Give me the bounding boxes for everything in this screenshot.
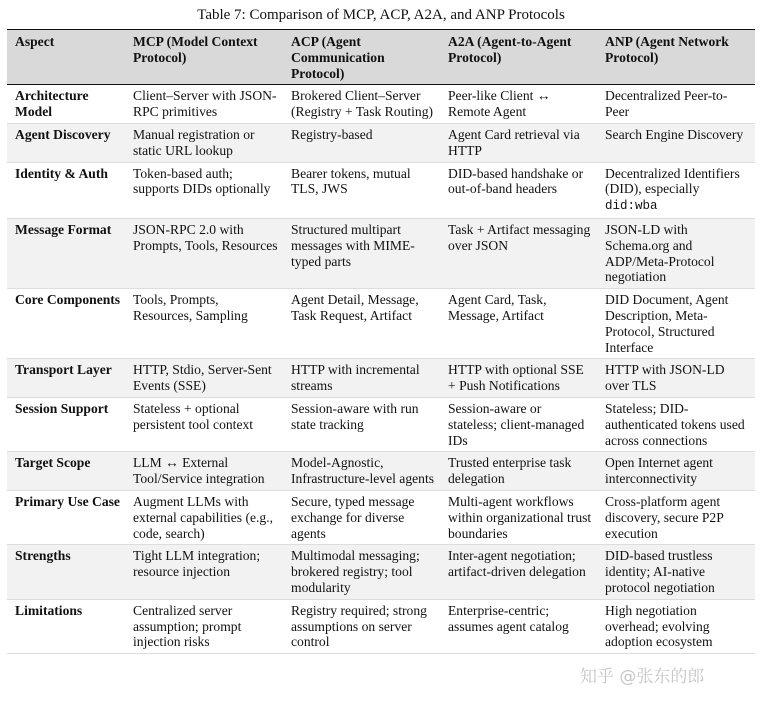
cell-mcp: Token-based auth; supports DIDs optionally xyxy=(125,162,283,218)
cell-mcp: JSON-RPC 2.0 with Prompts, Tools, Resources xyxy=(125,218,283,288)
table-row xyxy=(7,85,755,124)
comparison-table xyxy=(7,29,755,654)
cell-anp-text: Decentralized Identifiers (DID), especially xyxy=(605,165,740,197)
cell-a2a: Inter-agent negotiation; artifact-driven delegation xyxy=(440,545,597,599)
cell-anp: High negotiation overhead; evolving adoption ecosystem xyxy=(597,599,755,653)
row-aspect: Agent Discovery xyxy=(7,123,125,162)
row-aspect: Core Components xyxy=(7,289,125,359)
cell-anp: HTTP with JSON-LD over TLS xyxy=(597,359,755,398)
table-row xyxy=(7,490,755,544)
cell-a2a: HTTP with optional SSE + Push Notifications xyxy=(440,359,597,398)
cell-a2a: Multi-agent workflows within organizational trust boundaries xyxy=(440,490,597,544)
cell-a2a: Task + Artifact messaging over JSON xyxy=(440,218,597,288)
header-row xyxy=(7,30,755,85)
table-row xyxy=(7,545,755,599)
cell-a2a: Agent Card, Task, Message, Artifact xyxy=(440,289,597,359)
cell-anp: DID Document, Agent Description, Meta-Protocol, Structured Interface xyxy=(597,289,755,359)
watermark: 知乎 @张东的郎 xyxy=(580,667,705,687)
row-aspect: Primary Use Case xyxy=(7,490,125,544)
cell-a2a: Peer-like Client ↔ Remote Agent xyxy=(440,85,597,124)
cell-mcp: LLM ↔ External Tool/Service integration xyxy=(125,452,283,491)
cell-mcp: Tight LLM integration; resource injection xyxy=(125,545,283,599)
row-aspect: Strengths xyxy=(7,545,125,599)
cell-anp: JSON-LD with Schema.org and ADP/Meta-Protocol negotiation xyxy=(597,218,755,288)
cell-acp: Secure, typed message exchange for diverse agents xyxy=(283,490,440,544)
row-aspect: Transport Layer xyxy=(7,359,125,398)
cell-acp: Structured multipart messages with MIME-typed parts xyxy=(283,218,440,288)
cell-acp: Model-Agnostic, Infrastructure-level agents xyxy=(283,452,440,491)
header-mcp: MCP (Model Context Protocol) xyxy=(125,30,283,85)
cell-a2a: Agent Card retrieval via HTTP xyxy=(440,123,597,162)
row-aspect: Architecture Model xyxy=(7,85,125,124)
cell-anp xyxy=(597,162,755,218)
cell-acp: Registry required; strong assumptions on server control xyxy=(283,599,440,653)
cell-acp: Bearer tokens, mutual TLS, JWS xyxy=(283,162,440,218)
cell-mcp: Manual registration or static URL lookup xyxy=(125,123,283,162)
cell-mcp: Tools, Prompts, Resources, Sampling xyxy=(125,289,283,359)
cell-mcp: Client–Server with JSON-RPC primitives xyxy=(125,85,283,124)
cell-anp: DID-based trustless identity; AI-native protocol negotiation xyxy=(597,545,755,599)
cell-acp: Multimodal messaging; brokered registry; tool modularity xyxy=(283,545,440,599)
table-row xyxy=(7,599,755,653)
row-aspect: Target Scope xyxy=(7,452,125,491)
cell-mcp: Centralized server assumption; prompt injection risks xyxy=(125,599,283,653)
table-row xyxy=(7,289,755,359)
cell-mcp: Stateless + optional persistent tool context xyxy=(125,397,283,451)
table-row xyxy=(7,123,755,162)
table-row xyxy=(7,452,755,491)
cell-a2a: DID-based handshake or out-of-band headers xyxy=(440,162,597,218)
row-aspect: Message Format xyxy=(7,218,125,288)
header-a2a: A2A (Agent-to-Agent Protocol) xyxy=(440,30,597,85)
cell-anp: Search Engine Discovery xyxy=(597,123,755,162)
cell-a2a: Trusted enterprise task delegation xyxy=(440,452,597,491)
row-aspect: Identity & Auth xyxy=(7,162,125,218)
cell-anp: Decentralized Peer-to-Peer xyxy=(597,85,755,124)
header-anp: ANP (Agent Network Protocol) xyxy=(597,30,755,85)
table-row xyxy=(7,218,755,288)
cell-acp: HTTP with incremental streams xyxy=(283,359,440,398)
did-code: did:wba xyxy=(605,199,658,214)
row-aspect: Limitations xyxy=(7,599,125,653)
cell-anp: Cross-platform agent discovery, secure P2P execution xyxy=(597,490,755,544)
cell-anp: Stateless; DID-authenticated tokens used across connections xyxy=(597,397,755,451)
cell-acp: Session-aware with run state tracking xyxy=(283,397,440,451)
table-row xyxy=(7,397,755,451)
cell-acp: Agent Detail, Message, Task Request, Artifact xyxy=(283,289,440,359)
row-aspect: Session Support xyxy=(7,397,125,451)
cell-a2a: Session-aware or stateless; client-managed IDs xyxy=(440,397,597,451)
header-acp: ACP (Agent Communication Protocol) xyxy=(283,30,440,85)
table-row xyxy=(7,359,755,398)
cell-acp: Brokered Client–Server (Registry + Task Routing) xyxy=(283,85,440,124)
cell-mcp: Augment LLMs with external capabilities (e.g., code, search) xyxy=(125,490,283,544)
table-row xyxy=(7,162,755,218)
header-aspect: Aspect xyxy=(7,30,125,85)
table-caption: Table 7: Comparison of MCP, ACP, A2A, and ANP Protocols xyxy=(197,7,565,23)
cell-a2a: Enterprise-centric; assumes agent catalog xyxy=(440,599,597,653)
cell-anp: Open Internet agent interconnectivity xyxy=(597,452,755,491)
cell-mcp: HTTP, Stdio, Server-Sent Events (SSE) xyxy=(125,359,283,398)
cell-acp: Registry-based xyxy=(283,123,440,162)
